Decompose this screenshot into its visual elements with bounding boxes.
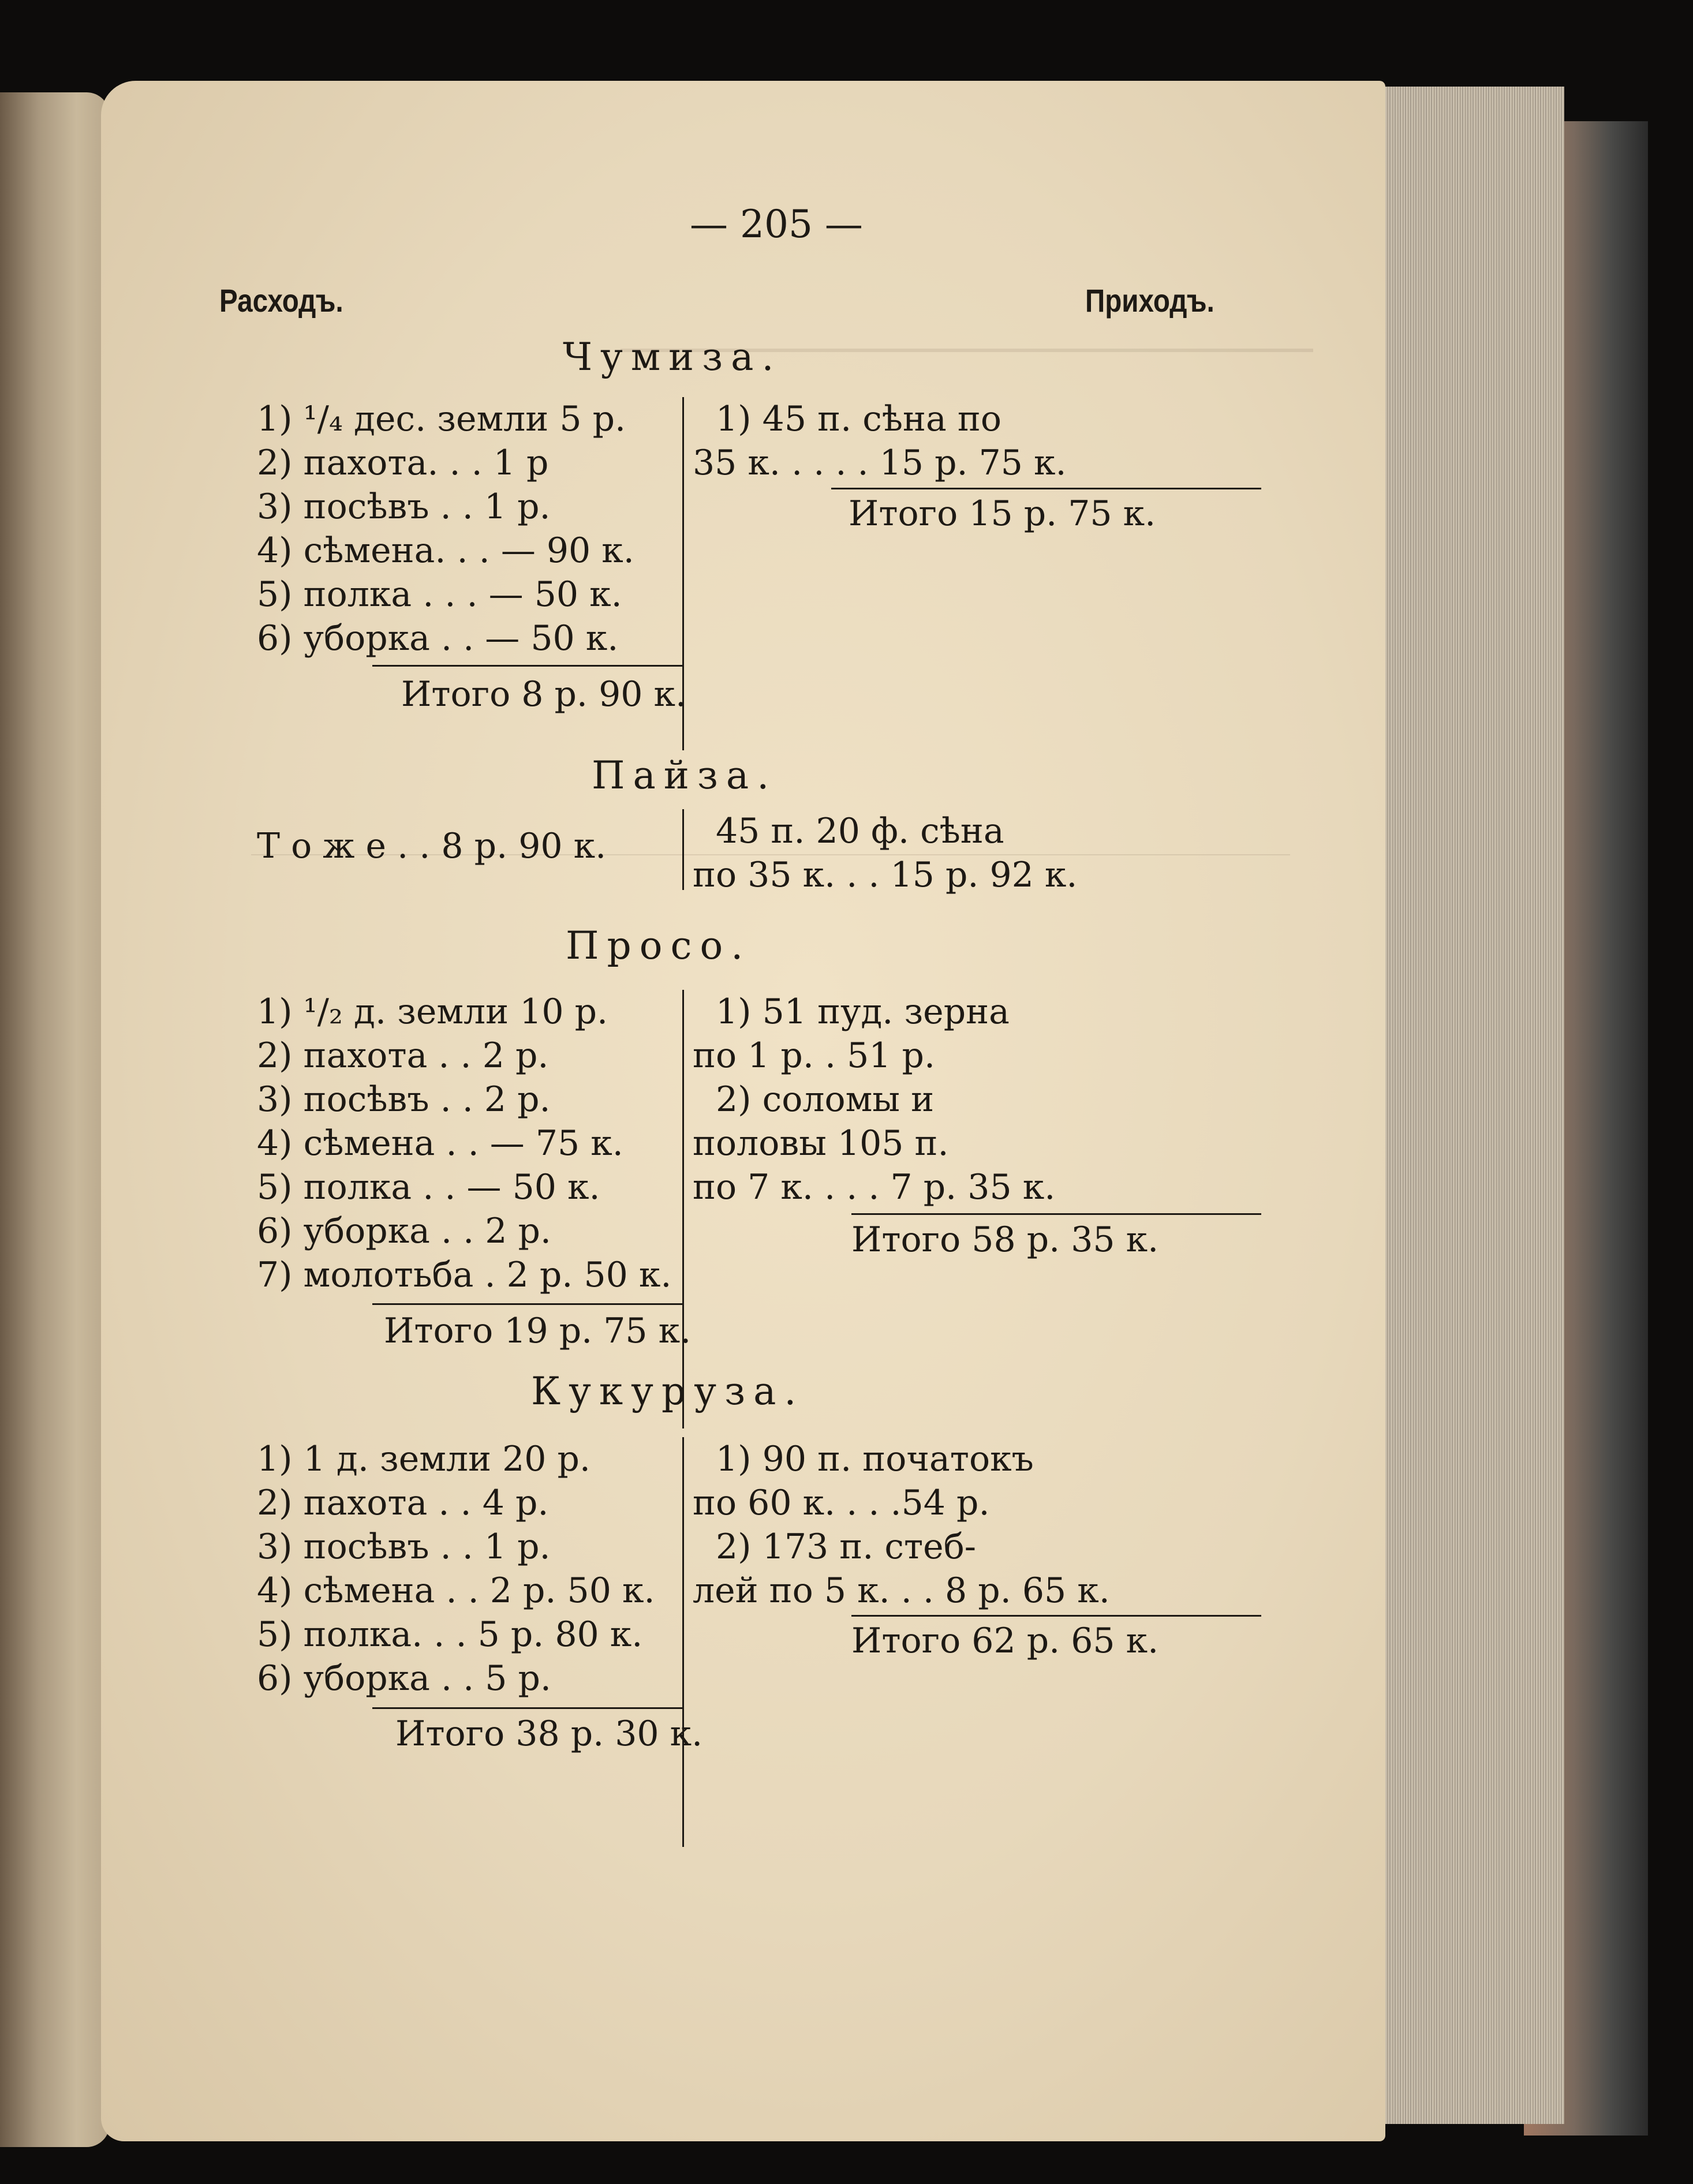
income-line: 1) 45 п. сѣна по: [716, 399, 1001, 439]
column-divider: [682, 809, 684, 890]
expense-total: Итого 19 р. 75 к.: [384, 1311, 692, 1351]
expense-line: 6) уборка . . — 50 к.: [257, 618, 619, 659]
expense-line: 1) 1 д. земли 20 р.: [257, 1439, 591, 1479]
expense-line: 6) уборка . . 5 р.: [257, 1658, 551, 1699]
expense-line: 4) сѣмена . . 2 р. 50 к.: [257, 1570, 655, 1611]
expense-line: 1) ¹/₂ д. земли 10 р.: [257, 992, 608, 1032]
expense-line: 3) посѣвъ . . 1 р.: [257, 1527, 551, 1567]
expense-line: 5) полка . . — 50 к.: [257, 1167, 600, 1207]
page-number: — 205 —: [690, 202, 863, 246]
expense-line: 5) полка. . . 5 р. 80 к.: [257, 1614, 643, 1655]
income-line: 2) 173 п. стеб-: [716, 1527, 977, 1567]
section-title-proso: Просо.: [566, 923, 752, 968]
facing-page-edge: [0, 92, 110, 2147]
income-total: Итого 58 р. 35 к.: [851, 1220, 1159, 1260]
income-line: по 1 р. . 51 р.: [693, 1035, 936, 1076]
expense-line: 2) пахота . . 4 р.: [257, 1483, 549, 1523]
expense-total: Итого 8 р. 90 к.: [401, 674, 687, 715]
income-line: 35 к. . . . . 15 р. 75 к.: [693, 443, 1067, 483]
expense-line: 2) пахота . . 2 р.: [257, 1035, 549, 1076]
section-title-kukuruza: Кукуруза.: [531, 1369, 805, 1413]
income-total: Итого 15 р. 75 к.: [849, 493, 1156, 534]
income-line: по 60 к. . . .54 р.: [693, 1483, 990, 1523]
expense-line: 5) полка . . . — 50 к.: [257, 574, 622, 615]
income-line: 2) соломы и: [716, 1079, 935, 1120]
expense-line: 3) посѣвъ . . 1 р.: [257, 487, 551, 527]
income-line: 1) 51 пуд. зерна: [716, 992, 1010, 1032]
expense-total: Итого 38 р. 30 к.: [395, 1714, 703, 1754]
expense-line: Т о ж е . . 8 р. 90 к.: [257, 826, 607, 866]
expense-line: 3) посѣвъ . . 2 р.: [257, 1079, 551, 1120]
expense-line: 7) молотьба . 2 р. 50 к.: [257, 1255, 672, 1295]
section-title-chumiza: Чумиза.: [563, 335, 782, 379]
expense-line: 6) уборка . . 2 р.: [257, 1211, 551, 1251]
total-rule: [831, 488, 1261, 489]
expense-header: Расходъ.: [219, 282, 343, 319]
income-line: по 35 к. . . 15 р. 92 к.: [693, 855, 1078, 895]
page-block-edge: [1374, 87, 1564, 2124]
income-line: по 7 к. . . . 7 р. 35 к.: [693, 1167, 1056, 1207]
total-rule: [372, 1707, 684, 1709]
section-title-payza: Пайза.: [592, 753, 778, 798]
expense-line: 4) сѣмена . . — 75 к.: [257, 1123, 623, 1164]
expense-line: 2) пахота. . . 1 р: [257, 443, 549, 483]
column-divider: [682, 990, 684, 1428]
book-page: [101, 81, 1385, 2141]
income-total: Итого 62 р. 65 к.: [851, 1621, 1159, 1661]
income-line: половы 105 п.: [693, 1123, 949, 1164]
total-rule: [851, 1615, 1261, 1617]
income-header: Приходъ.: [1085, 282, 1214, 319]
column-divider: [682, 1437, 684, 1847]
total-rule: [372, 1303, 684, 1305]
expense-line: 4) сѣмена. . . — 90 к.: [257, 530, 634, 571]
income-line: 1) 90 п. початокъ: [716, 1439, 1034, 1479]
expense-line: 1) ¹/₄ дес. земли 5 р.: [257, 399, 626, 439]
total-rule: [372, 665, 684, 667]
income-line: лей по 5 к. . . 8 р. 65 к.: [693, 1570, 1110, 1611]
income-line: 45 п. 20 ф. сѣна: [716, 811, 1004, 851]
total-rule: [851, 1213, 1261, 1215]
